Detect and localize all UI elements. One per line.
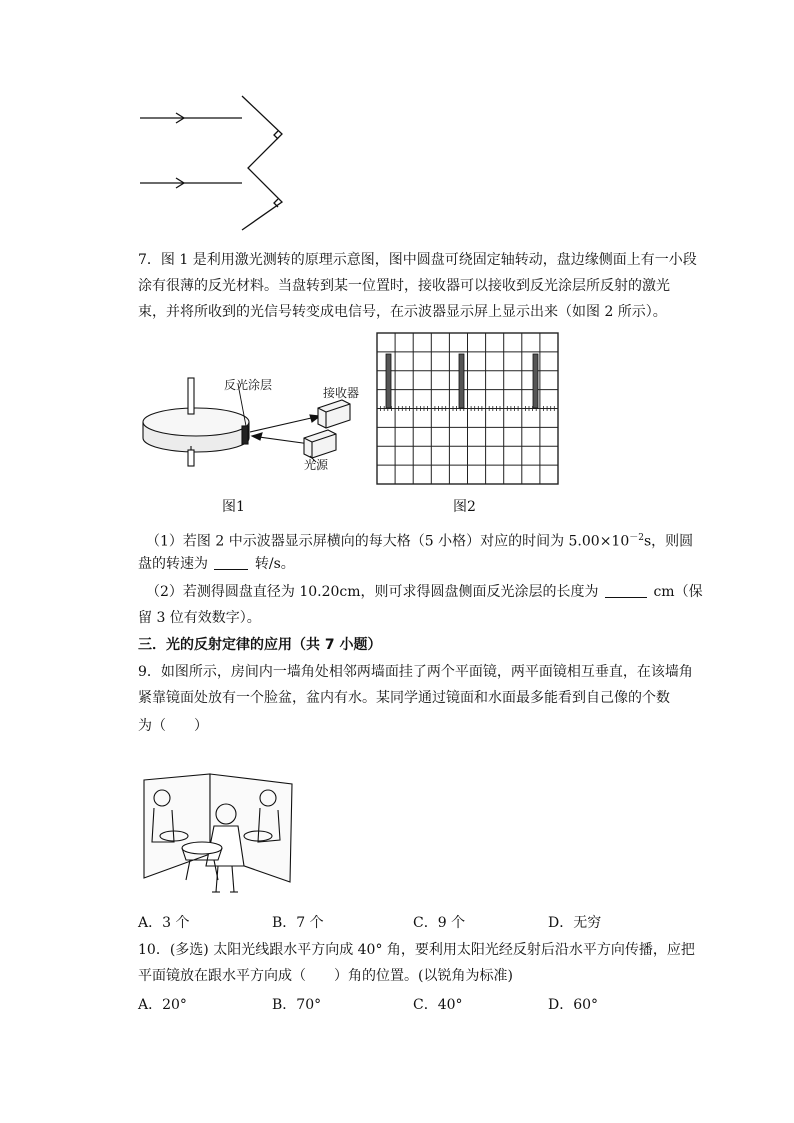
q9-option-b[interactable]: B．7 个 xyxy=(272,915,324,931)
q7-sub1-line2 xyxy=(138,554,295,574)
pulse-2 xyxy=(459,354,464,408)
q7-sub1-line2-text-a: 盘的转速为 xyxy=(138,556,208,572)
figure2-oscilloscope-screen xyxy=(376,332,560,486)
q7-sub2-line2: 留 3 位有效数字）。 xyxy=(138,610,261,626)
q10-option-b[interactable]: B．70° xyxy=(272,997,322,1013)
q7-sub1-exponent: －2 xyxy=(629,533,644,543)
q10-option-a[interactable]: A．20° xyxy=(138,997,187,1013)
reflected-ray xyxy=(250,416,320,432)
q7-sub2-text-b: cm（保 xyxy=(653,584,703,600)
q10-text-line2: 平面镜放在跟水平方向成（ ）角的位置。(以锐角为标准) xyxy=(138,968,513,984)
q7-sub1-text-b: s，则圆 xyxy=(643,533,694,550)
figure1-caption: 图1 xyxy=(222,499,245,515)
disk-top xyxy=(143,408,249,436)
q9-option-d[interactable]: D．无穷 xyxy=(548,915,602,931)
q7-sub1-line2-text-b: 转/s。 xyxy=(254,556,295,572)
q9-text-line1: 9．如图所示，房间内一墙角处相邻两墙面挂了两个平面镜，两平面镜相互垂直，在该墙角 xyxy=(138,664,693,680)
q10-option-d[interactable]: D．60° xyxy=(548,997,599,1013)
answer-blank-coating-length[interactable] xyxy=(605,583,647,598)
mirror-zigzag xyxy=(242,96,282,230)
mirror-rays-diagram xyxy=(130,90,300,235)
reflective-coating xyxy=(242,426,248,444)
section-3-title: 三．光的反射定律的应用（共 7 小题） xyxy=(138,637,382,653)
q10-option-c[interactable]: C．40° xyxy=(413,997,463,1013)
q9-text-line2: 紧靠镜面处放有一个脸盆，盆内有水。某同学通过镜面和水面最多能看到自己像的个数 xyxy=(138,690,670,706)
left-mirror xyxy=(144,774,210,878)
q7-text-line3: 束，并将所收到的光信号转变成电信号，在示波器显示屏上显示出来（如图 2 所示）。 xyxy=(138,304,667,320)
q10-text-line1: 10．(多选) 太阳光线跟水平方向成 40° 角，要利用太阳光经反射后沿水平方向传播，应把 xyxy=(138,942,695,958)
pulse-3 xyxy=(533,354,538,408)
q7-sub1-line1 xyxy=(146,528,693,552)
label-receiver: 接收器 xyxy=(323,386,360,400)
q7-text-line2: 涂有很薄的反光材料。当盘转到某一位置时，接收器可以接收到反光涂层所反射的激光 xyxy=(138,278,670,294)
label-light-source: 光源 xyxy=(304,458,329,472)
figure2-caption: 图2 xyxy=(453,499,476,515)
label-reflective-coating: 反光涂层 xyxy=(224,378,273,392)
q9-option-a[interactable]: A．3 个 xyxy=(138,915,190,931)
answer-blank-rotation-speed[interactable] xyxy=(214,555,248,570)
q9-option-c[interactable]: C．9 个 xyxy=(413,915,466,931)
q9-text-line3: 为（ ） xyxy=(138,718,208,734)
receiver-box xyxy=(318,400,350,428)
q7-sub2-line1 xyxy=(146,582,703,602)
q7-text-line1: 7．图 1 是利用激光测转的原理示意图，图中圆盘可绕固定轴转动，盘边缘侧面上有一小段 xyxy=(138,252,697,268)
q7-sub2-text-a: （2）若测得圆盘直径为 10.20cm，则可求得圆盘侧面反光涂层的长度为 xyxy=(146,584,599,600)
q7-sub1-text-a: （1）若图 2 中示波器显示屏横向的每大格（5 小格）对应的时间为 5.00×10 xyxy=(146,533,630,550)
pulse-1 xyxy=(386,354,391,408)
corner-mirrors-illustration xyxy=(140,770,300,900)
light-source-box xyxy=(304,430,336,458)
